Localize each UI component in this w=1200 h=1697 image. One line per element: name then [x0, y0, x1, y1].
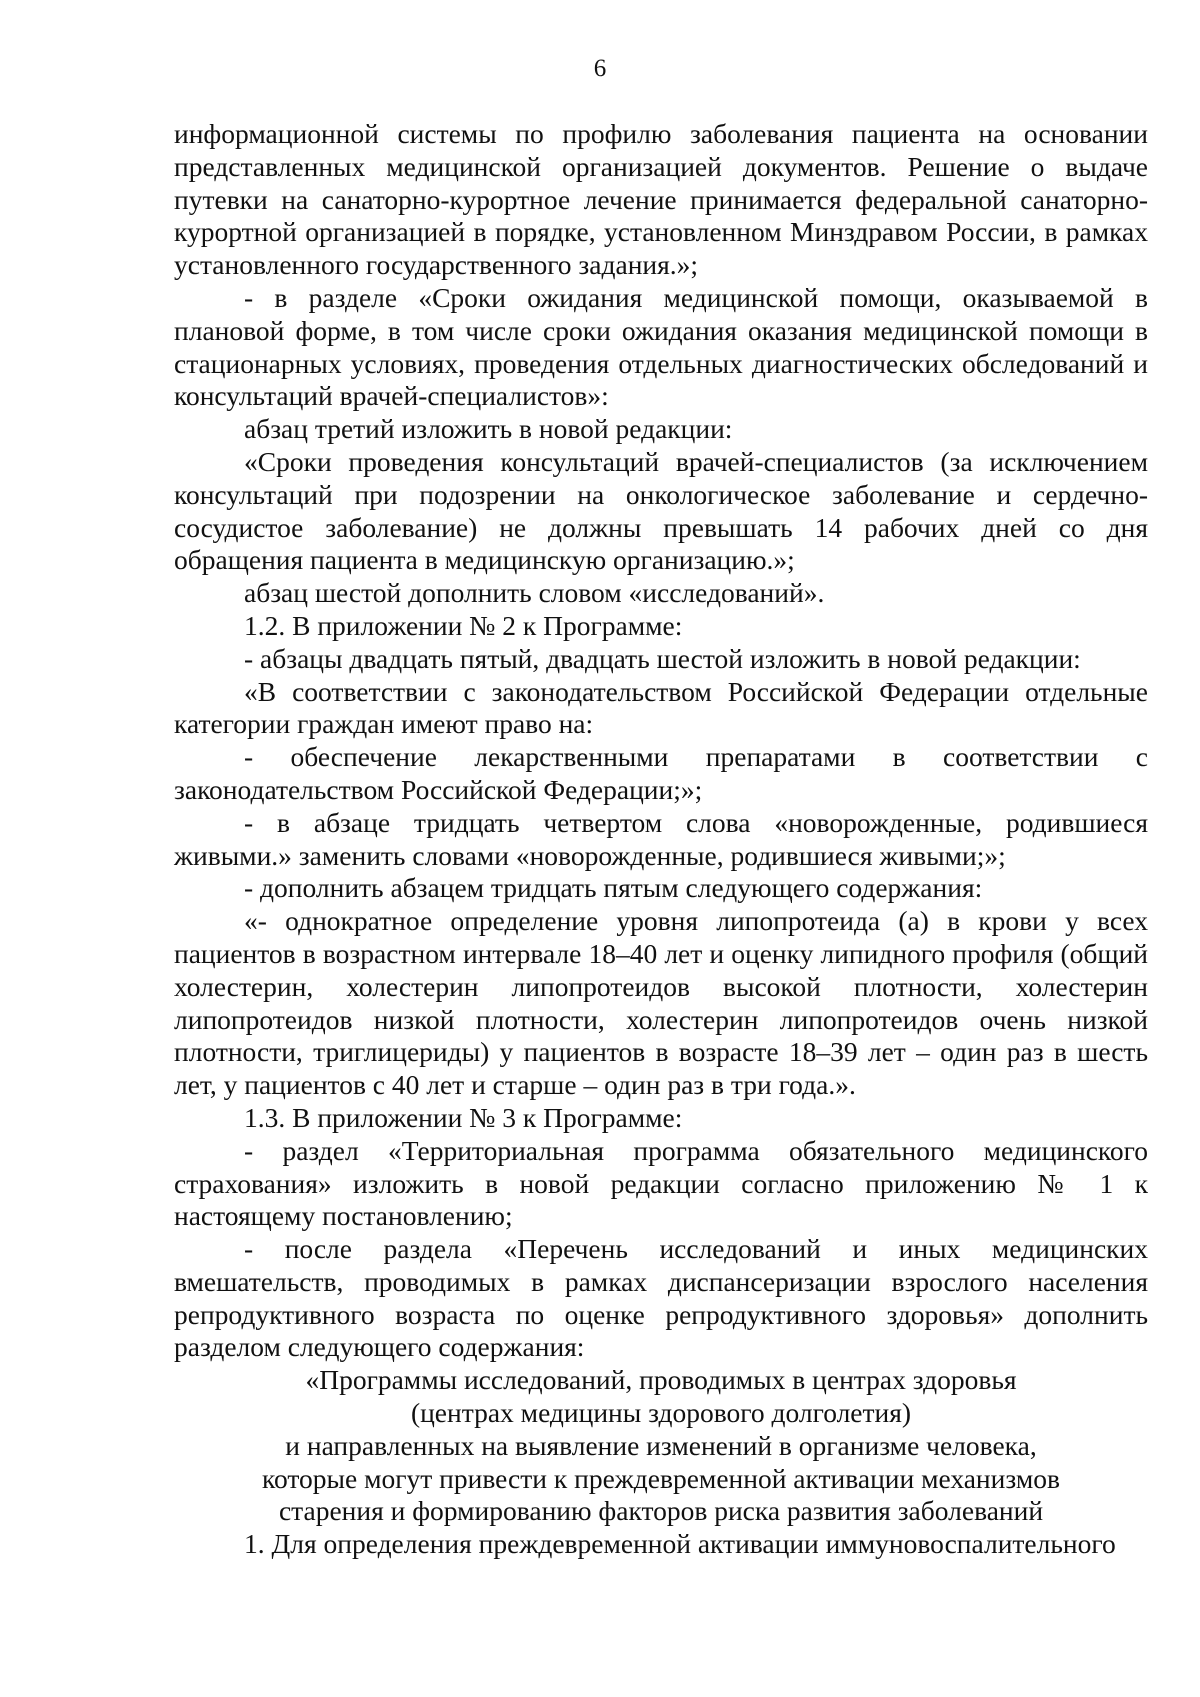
paragraph: - абзацы двадцать пятый, двадцать шестой изложить в новой редакции:: [244, 642, 1081, 674]
paragraph: - в абзаце тридцать четвертом слова «новорожденные, родившиеся живыми.» заменить словами «новорожденные, родившиеся живыми;»;: [174, 806, 1148, 871]
paragraph: 1.3. В приложении № 3 к Программе:: [244, 1101, 683, 1133]
paragraph: 1.2. В приложении № 2 к Программе:: [244, 609, 683, 641]
paragraph: абзац шестой дополнить словом «исследований».: [244, 577, 825, 609]
paragraph: абзац третий изложить в новой редакции:: [244, 413, 733, 445]
paragraph: - дополнить абзацем тридцать пятым следующего содержания:: [244, 872, 983, 904]
paragraph: - после раздела «Перечень исследований и иных медицинских вмешательств, проводимых в рамках диспансеризации взрослого населения репродуктивного возраста по оценке репродуктивного здоровья» дополнить разделом следующего содержания:: [174, 1233, 1148, 1363]
document-body: [174, 118, 1148, 1561]
paragraph: «- однократное определение уровня липопротеида (а) в крови у всех пациентов в возрастном интервале 18–40 лет и оценку липидного профиля (общий холестерин, холестерин липопротеидов высокой плотности, холестерин липопротеидов низкой плотности, холестерин липопротеидов очень низкой плотности, триглицериды) у пациентов в возрасте 18–39 лет – один раз в шесть лет, у пациентов с 40 лет и старше – один раз в три года.».: [174, 905, 1148, 1101]
paragraph: - обеспечение лекарственными препаратами в соответствии с законодательством Российской Федерации;»;: [174, 741, 1148, 805]
paragraph: - раздел «Территориальная программа обязательного медицинского страхования» изложить в новой редакции согласно приложению № 1 к настоящему постановлению;: [174, 1134, 1148, 1232]
section-heading-line: старения и формированию факторов риска развития заболеваний: [278, 1495, 1044, 1527]
section-heading-line: «Программы исследований, проводимых в центрах здоровья: [305, 1364, 1017, 1396]
page-number: 6: [593, 55, 607, 82]
section-heading-line: и направленных на выявление изменений в организме человека,: [285, 1429, 1037, 1461]
paragraph: «В соответствии с законодательством Российской Федерации отдельные категории граждан имеют право на:: [174, 675, 1148, 740]
section-heading-line: (центрах медицины здорового долголетия): [410, 1397, 912, 1429]
section-heading-line: которые могут привести к преждевременной активации механизмов: [262, 1462, 1060, 1494]
paragraph: «Сроки проведения консультаций врачей-специалистов (за исключением консультаций при подозрении на онкологическое заболевание и сердечно-сосудистое заболевание) не должны превышать 14 рабочих дней со дня обращения пациента в медицинскую организацию.»;: [174, 445, 1148, 576]
paragraph: - в разделе «Сроки ожидания медицинской помощи, оказываемой в плановой форме, в том числе сроки ожидания оказания медицинской помощи в стационарных условиях, проведения отдельных диагностических обследований и консультаций врачей-специалистов»:: [174, 281, 1148, 412]
paragraph: 1. Для определения преждевременной активации иммуновоспалительного: [244, 1528, 1116, 1560]
paragraph: информационной системы по профилю заболевания пациента на основании представленных медицинской организацией документов. Решение о выдаче путевки на санаторно-курортное лечение принимается федеральной санаторно-курортной организацией в порядке, установленном Минздравом России, в рамках установленного государственного задания.»;: [174, 118, 1148, 281]
